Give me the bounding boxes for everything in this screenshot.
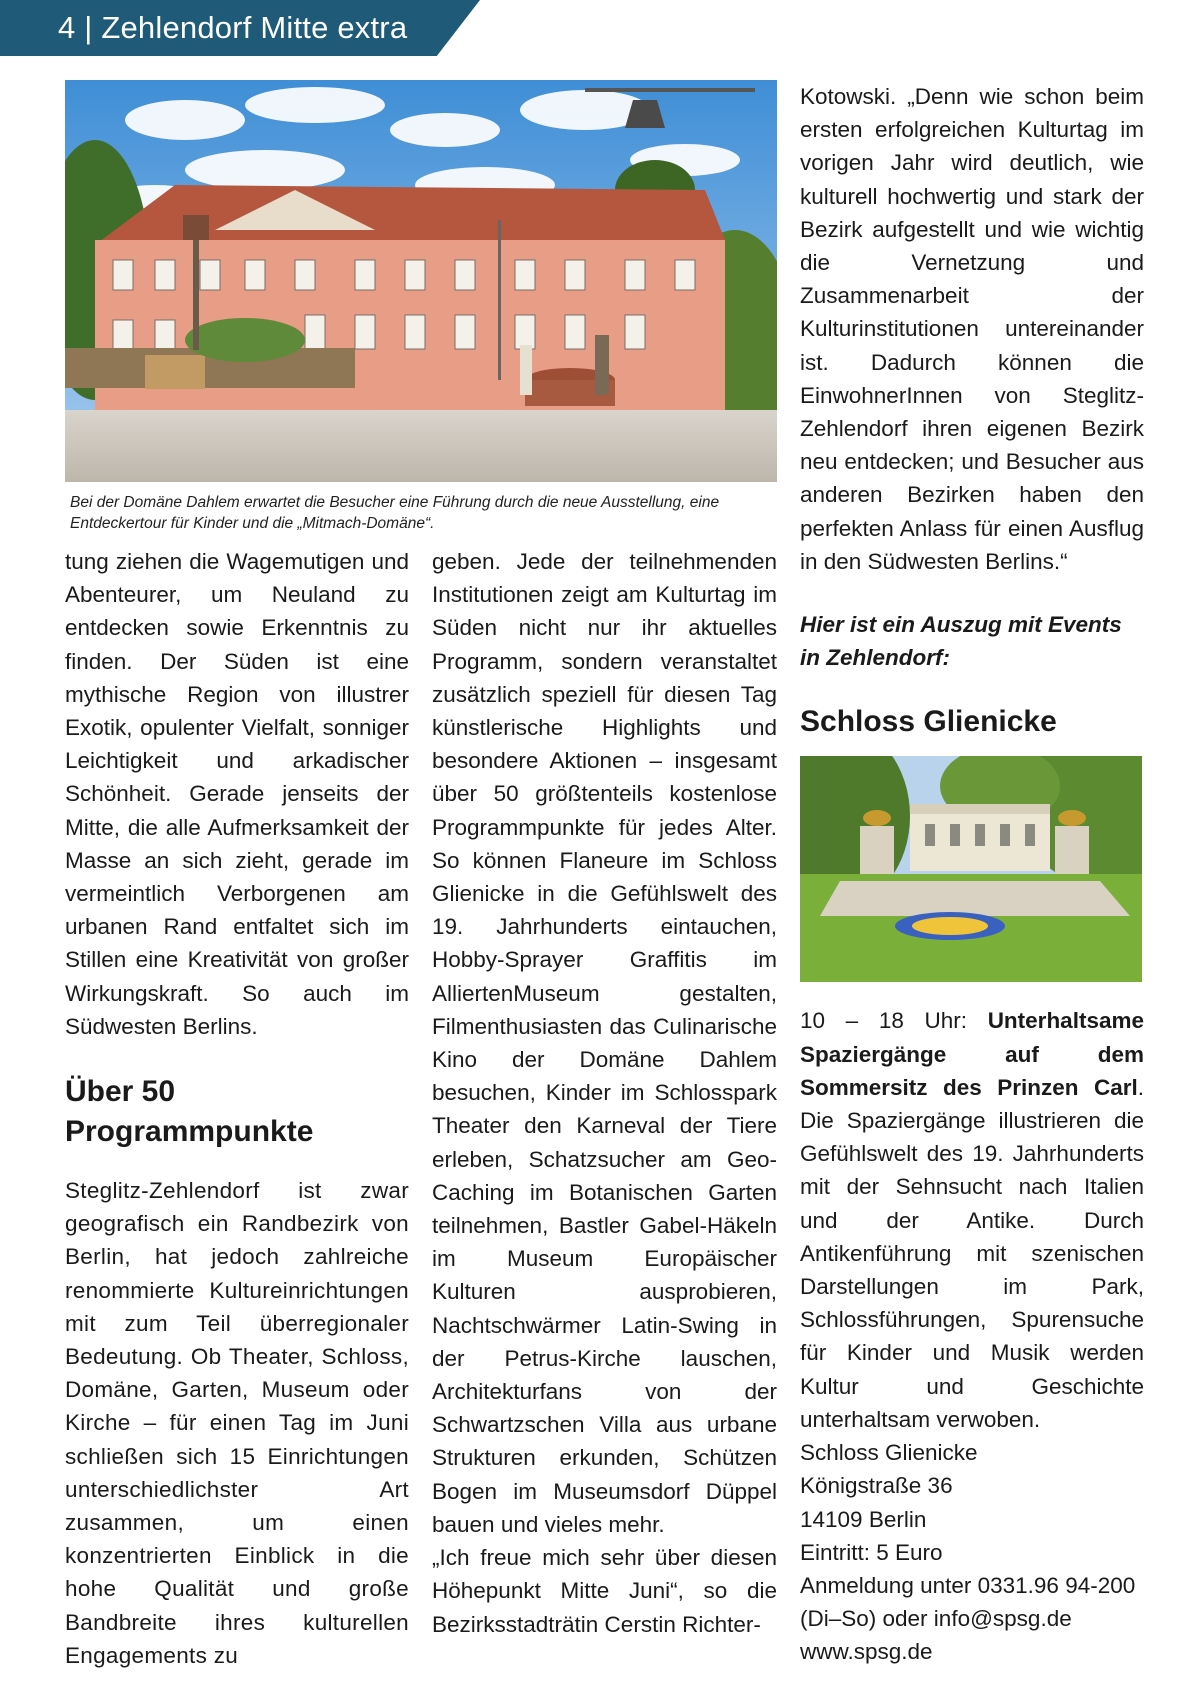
page-number: 4 <box>58 10 76 45</box>
section-title: Zehlendorf Mitte extra <box>101 10 408 45</box>
column-1-paragraph-1: tung ziehen die Wagemutigen und Abenteurer, um Neuland zu entdecken sowie Erkenntnis zu finden. Der Süden ist eine mythische Region von illustrer Exotik, opulenter Vielfalt, sonniger Leichtigkeit und arkadischer Schönheit. Gerade jenseits der Mitte, die alle Aufmerksamkeit der Masse an sich zieht, gerade im vermeintlich Verborgenen am urbanen Rand entfaltet sich im Stillen eine Kreativität von großer Wirkungskraft. So auch im Südwesten Berlins. <box>65 549 409 1039</box>
event-title: Unterhaltsame Spaziergänge auf dem Sommersitz des Prinzen Carl <box>800 1008 1144 1100</box>
manor-house-photo <box>65 80 777 482</box>
column-2 <box>432 545 777 1641</box>
section-heading-schloss-glienicke: Schloss Glienicke <box>800 705 1057 739</box>
event-time: 10 – 18 Uhr: <box>800 1008 968 1034</box>
column-2-paragraph-2: „Ich freue mich sehr über diesen Höhepunkt Mitte Juni“, so die Bezirksstadträtin Cerstin Richter- <box>432 1545 777 1637</box>
schloss-glienicke-photo <box>800 756 1142 982</box>
address-city: 14109 Berlin <box>800 1506 927 1532</box>
event-description <box>800 1004 1144 1436</box>
column-3 <box>800 80 1144 1669</box>
header-title: 4 | Zehlendorf Mitte extra <box>58 10 408 45</box>
section-heading-programmpunkte: Über 50 Programmpunkte <box>65 1075 314 1149</box>
address-street: Königstraße 36 <box>800 1473 953 1499</box>
event-address <box>800 1436 1144 1668</box>
address-admission: Eintritt: 5 Euro <box>800 1539 943 1565</box>
photo-caption: Bei der Domäne Dahlem erwartet die Besucher eine Führung durch die neue Ausstellung, eine Entdeckertour für Kinder und die „Mitmach-Domäne“. <box>70 494 720 532</box>
event-text: . Die Spaziergänge illustrieren die Gefühlswelt des 19. Jahrhunderts mit der Sehnsucht nach Italien und der Antike. Durch Antikenführung mit szenischen Darstellungen im Park, Schlossführungen, Spurensuche für Kinder und Musik werden Kultur und Geschichte unterhaltsam verwoben. <box>800 1074 1144 1432</box>
column-2-paragraph-1: geben. Jede der teilnehmenden Institutionen zeigt am Kulturtag im Süden nicht nur ihr aktuelles Programm, sondern veranstaltet zusätzlich speziell für diesen Tag künstlerische Highlights und besondere Aktionen – insgesamt über 50 größtenteils kostenlose Programmpunkte für jedes Alter. So können Flaneure im Schloss Glienicke in die Gefühlswelt des 19. Jahrhunderts eintauchen, Hobby-Sprayer Graffitis im AlliertenMuseum gestalten, Filmenthusiasten das Culinarische Kino der Domäne Dahlem besuchen, Kinder im Schlosspark Theater den Karneval der Tiere erleben, Schatzsucher am Geo-Caching im Botanischen Garten teilnehmen, Bastler Gabel-Häkeln im Museum Europäischer Kulturen ausprobieren, Nachtschwärmer Latin-Swing in der Petrus-Kirche lauschen, Architekturfans von der Schwartzschen Villa aus urbane Strukturen erkunden, Schützen Bogen im Museumsdorf Düppel bauen und vieles mehr. <box>432 549 777 1537</box>
events-lead: Hier ist ein Auszug mit Events in Zehlendorf: <box>800 612 1122 671</box>
address-website[interactable]: www.spsg.de <box>800 1639 933 1665</box>
address-registration: Anmeldung unter 0331.96 94-200 (Di–So) oder info@spsg.de <box>800 1572 1136 1632</box>
address-venue: Schloss Glienicke <box>800 1440 978 1466</box>
column-3-paragraph-1: Kotowski. „Denn wie schon beim ersten erfolgreichen Kulturtag im vorigen Jahr wird deutlich, wie kulturell hochwertig und stark der Bezirk aufgestellt und wie wichtig die Vernetzung und Zusammenarbeit der Kulturinstitutionen untereinander ist. Dadurch können die EinwohnerInnen von Steglitz-Zehlendorf ihren eigenen Bezirk neu entdecken; und Besucher aus anderen Bezirken haben den perfekten Anlass für einen Ausflug in den Südwesten Berlins.“ <box>800 84 1144 574</box>
column-1 <box>65 545 409 1672</box>
column-1-paragraph-2: Steglitz-Zehlendorf ist zwar geografisch ein Randbezirk von Berlin, hat jedoch zahlreiche renommierte Kultureinrichtungen mit zum Teil überregionaler Bedeutung. Ob Theater, Schloss, Domäne, Garten, Museum oder Kirche – für einen Tag im Juni schließen sich 15 Einrichtungen unterschiedlichster Art zusammen, um einen konzentrierten Einblick in die hohe Qualität und große Bandbreite ihres kulturellen Engagements zu <box>65 1178 409 1668</box>
